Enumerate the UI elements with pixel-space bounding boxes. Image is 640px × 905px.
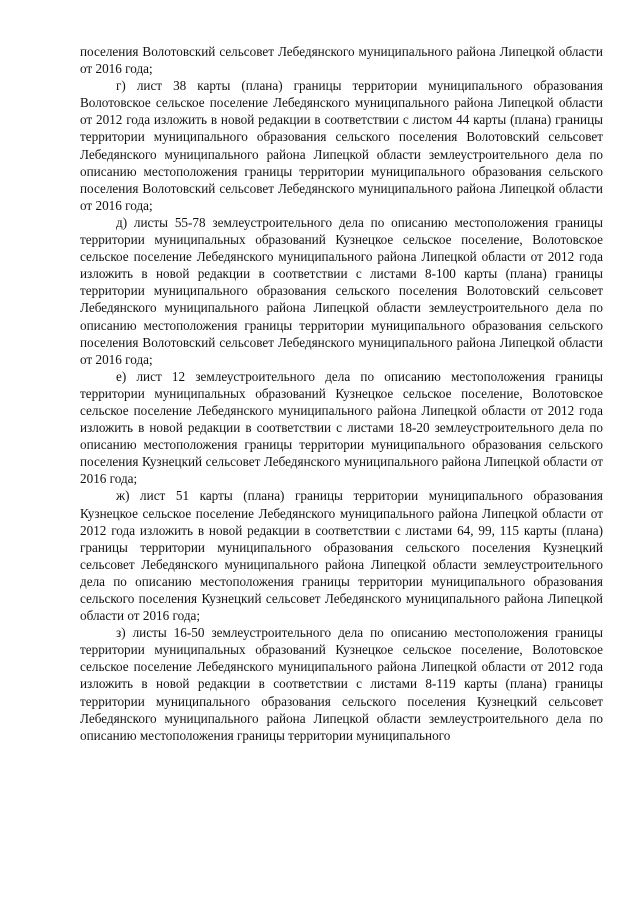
paragraph-continuation: поселения Волотовский сельсовет Лебедянского муниципального района Липецкой области от 2016 года; [80,44,603,77]
paragraph-item-z: з) листы 16-50 землеустроительного дела по описанию местоположения границы территории муниципальных образований Кузнецкое сельское поселение, Волотовское сельское поселение Лебедянского муниципального района Липецкой области от 2012 года изложить в новой редакции в соответствии с листами 8-119 карты (плана) границы территории муниципального образования сельского поселения Кузнецкий сельсовет Лебедянского муниципального района Липецкой области землеустроительного дела по описанию местоположения границы территории муниципального [80,625,603,743]
paragraph-item-e: е) лист 12 землеустроительного дела по описанию местоположения границы территории муниципальных образований Кузнецкое сельское поселение, Волотовское сельское поселение Лебедянского муниципального района Липецкой области от 2012 года изложить в новой редакции в соответствии с листами 18-20 землеустроительного дела по описанию местоположения границы территории муниципального образования сельского поселения Кузнецкий сельсовет Лебедянского муниципального района Липецкой области от 2016 года; [80,368,603,487]
paragraph-item-d: д) листы 55-78 землеустроительного дела по описанию местоположения границы территории муниципальных образований Кузнецкое сельское поселение, Волотовское сельское поселение Лебедянского муниципального района Липецкой области от 2012 года изложить в новой редакции в соответствии с листами 8-100 карты (плана) границы территории муниципального образования сельского поселения Волотовский сельсовет Лебедянского муниципального района Липецкой области землеустроительного дела по описанию местоположения границы территории муниципального образования сельского поселения Волотовский сельсовет Лебедянского муниципального района Липецкой области от 2016 года; [80,214,603,367]
paragraph-item-zh: ж) лист 51 карты (плана) границы территории муниципального образования Кузнецкое сельское поселение Лебедянского муниципального района Липецкой области от 2012 года изложить в новой редакции в соответствии с листами 64, 99, 115 карты (плана) границы территории муниципального образования сельского поселения Кузнецкий сельсовет Лебедянского муниципального района Липецкой области землеустроительного дела по описанию местоположения границы территории муниципального образования сельского поселения Кузнецкий сельсовет Лебедянского муниципального района Липецкой области от 2016 года; [80,488,603,624]
paragraph-item-g: г) лист 38 карты (плана) границы территории муниципального образования Волотовское сельское поселение Лебедянского муниципального района Липецкой области от 2012 года изложить в новой редакции в соответствии с листом 44 карты (плана) границы территории муниципального образования сельского поселения Волотовский сельсовет Лебедянского муниципального района Липецкой области землеустроительного дела по описанию местоположения границы территории муниципального образования сельского поселения Волотовский сельсовет Лебедянского муниципального района Липецкой области от 2016 года; [80,78,603,213]
document-body [80,43,603,744]
